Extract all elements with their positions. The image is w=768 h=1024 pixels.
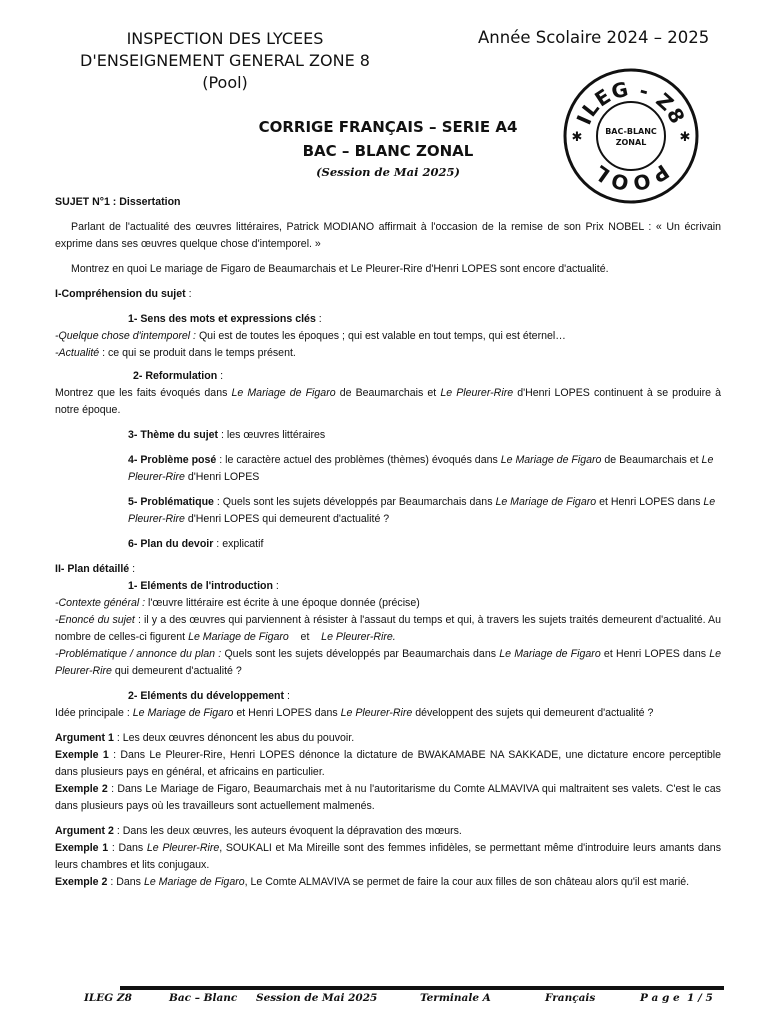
stamp-middle-2: ZONAL xyxy=(615,138,647,147)
definition-1-term: -Quelque chose d'intemporel : xyxy=(55,330,196,342)
point-4-part-c: de Beaumarchais et xyxy=(601,454,702,466)
reformulation-text xyxy=(55,385,721,419)
a2-example-2-part-a: : Dans xyxy=(107,876,144,888)
quote-paragraph: Parlant de l'actualité des œuvres littéraires, Patrick MODIANO affirmait à l'occasion de la remise de son Prix NOBEL : « Un écrivain exprime dans ses œuvres quelque chose d'intemporel. » xyxy=(55,221,721,250)
point-6-label: 6- Plan du devoir xyxy=(128,538,214,550)
title-line-3: (Session de Mai 2025) xyxy=(316,165,460,179)
problematique-part-a: Quels sont les sujets développés par Beaumarchais dans xyxy=(221,648,500,660)
argument-2-example-2 xyxy=(55,874,721,891)
problematique-title-figaro: Le Mariage de Figaro xyxy=(499,648,601,660)
point-4-label: 4- Problème posé xyxy=(128,454,217,466)
context-text: l'œuvre littéraire est écrite à une époque donnée (précise) xyxy=(145,597,420,609)
title-line-2: BAC – BLANC ZONAL xyxy=(302,142,474,160)
context-term: -Contexte général : xyxy=(55,597,146,609)
point-4-title-figaro: Le Mariage de Figaro xyxy=(500,454,602,466)
problematique-line xyxy=(55,646,721,680)
point-2-heading xyxy=(55,368,721,385)
section-2-heading xyxy=(55,561,721,578)
stamp-middle-1: BAC-BLANC xyxy=(605,127,657,136)
point-1-colon: : xyxy=(315,313,322,325)
a2-example-2-part-c: , Le Comte ALMAVIVA se permet de faire la cour aux filles de son château alors qu'il est marié. xyxy=(244,876,690,888)
development-colon: : xyxy=(284,690,290,702)
instruction-paragraph: Montrez en quoi Le mariage de Figaro de Beaumarchais et Le Pleurer-Rire d'Henri LOPES sont encore d'actualité. xyxy=(71,263,609,275)
a1-example-2-label: Exemple 2 xyxy=(55,783,108,795)
problematique-part-e: qui demeurent d'actualité ? xyxy=(111,665,242,677)
intro-elements-colon: : xyxy=(272,580,279,592)
point-6-text: : explicatif xyxy=(213,538,264,550)
section-2-colon: : xyxy=(129,563,136,575)
argument-2 xyxy=(55,823,721,840)
point-5-title-figaro: Le Mariage de Figaro xyxy=(495,496,597,508)
enonce-title-figaro: Le Mariage de Figaro xyxy=(188,631,289,643)
a2-example-1-label: Exemple 1 xyxy=(55,842,109,854)
a2-example-1-title: Le Pleurer-Rire xyxy=(146,842,220,854)
footer-page-number: P a g e 1 / 5 xyxy=(640,992,713,1004)
idea-part-c: et Henri LOPES dans xyxy=(233,707,341,719)
point-3-text: : les œuvres littéraires xyxy=(218,429,326,441)
enonce-and: et xyxy=(288,631,322,643)
inspection-line-3: (Pool) xyxy=(202,73,248,92)
a2-example-1-part-a: : Dans xyxy=(108,842,147,854)
footer-exam: Bac – Blanc xyxy=(169,992,238,1004)
section-1-colon: : xyxy=(185,288,192,300)
development-heading xyxy=(55,688,721,705)
svg-text:POOL xyxy=(588,159,673,195)
enonce-title-pleurer-rire: Le Pleurer-Rire. xyxy=(321,631,396,643)
argument-1-example-1 xyxy=(55,747,721,781)
official-stamp xyxy=(563,68,699,204)
stamp-star-left-icon: ✱ xyxy=(571,129,583,144)
stamp-bottom-text: POOL xyxy=(588,159,674,196)
section-2-title: II- Plan détaillé xyxy=(55,563,130,575)
footer-rule xyxy=(120,986,724,990)
idea-title-pleurer-rire: Le Pleurer-Rire xyxy=(340,707,413,719)
title-line-1: CORRIGE FRANÇAIS – SERIE A4 xyxy=(258,118,518,136)
argument-1-example-2 xyxy=(55,781,721,815)
argument-2-text: : Dans les deux œuvres, les auteurs évoquent la dépravation des mœurs. xyxy=(113,825,462,837)
argument-1 xyxy=(55,730,721,747)
definition-2-text: : ce qui se produit dans le temps présent. xyxy=(99,347,296,359)
intro-elements-heading xyxy=(55,578,721,595)
point-5-part-c: et Henri LOPES dans xyxy=(596,496,704,508)
enonce-term: -Enoncé du sujet xyxy=(55,614,135,626)
section-1-title: I-Compréhension du sujet xyxy=(55,288,186,300)
footer-org: ILEG Z8 xyxy=(84,992,132,1004)
point-3-label: 3- Thème du sujet xyxy=(128,429,219,441)
a1-example-1-text: : Dans Le Pleurer-Rire, Henri LOPES dénonce la dictature de BWAKAMABE NA SAKKADE, une dictature encore perceptible dans plusieurs pays en général, et africains en particulier. xyxy=(55,749,721,778)
intro-elements-label: 1- Eléments de l'introduction xyxy=(128,580,273,592)
point-4-part-a: : le caractère actuel des problèmes (thèmes) évoqués dans xyxy=(216,454,501,466)
reform-part-a: Montrez que les faits évoqués dans xyxy=(55,387,232,399)
argument-2-label: Argument 2 xyxy=(55,825,114,837)
context-line xyxy=(55,595,721,612)
point-3 xyxy=(55,427,721,444)
point-4-title-pleurer-rire: Le Pleurer-Rire xyxy=(128,454,714,483)
point-1-heading xyxy=(55,311,721,328)
point-5-title-pleurer-rire: Le Pleurer-Rire xyxy=(128,496,716,525)
reform-part-e: d'Henri LOPES continuent à se produire à notre époque. xyxy=(55,387,722,416)
a2-example-1-part-c: , SOUKALI et Ma Mireille sont des femmes infidèles, se permettant même d'introduire leurs amants dans leurs chambres et lits conjugaux. xyxy=(55,842,721,871)
enonce-line xyxy=(55,612,721,646)
point-6 xyxy=(55,536,721,553)
problematique-term: -Problématique / annonce du plan : xyxy=(55,648,222,660)
point-5-part-e: d'Henri LOPES qui demeurent d'actualité ? xyxy=(184,513,390,525)
problematique-title-pleurer-rire: Le Pleurer-Rire xyxy=(55,648,722,677)
a2-example-2-title: Le Mariage de Figaro xyxy=(143,876,245,888)
development-label: 2- Eléments du développement xyxy=(128,690,284,702)
argument-2-example-1 xyxy=(55,840,721,874)
subject-label: SUJET N°1 : Dissertation xyxy=(55,196,181,208)
definition-2-term: -Actualité xyxy=(55,347,100,359)
stamp-top-text: ILEG - Z8 xyxy=(571,76,691,129)
footer-grade: Terminale A xyxy=(420,992,491,1004)
reform-part-c: de Beaumarchais et xyxy=(335,387,441,399)
document-body xyxy=(55,194,721,891)
idea-title-figaro: Le Mariage de Figaro xyxy=(132,707,234,719)
point-2-colon: : xyxy=(217,370,224,382)
point-2-label: 2- Reformulation xyxy=(133,370,218,382)
reform-title-figaro: Le Mariage de Figaro xyxy=(231,387,336,399)
main-idea-line xyxy=(55,705,721,722)
argument-1-text: : Les deux œuvres dénoncent les abus du pouvoir. xyxy=(113,732,355,744)
a2-example-2-label: Exemple 2 xyxy=(55,876,108,888)
point-5-part-a: : Quels sont les sujets développés par Beaumarchais dans xyxy=(213,496,496,508)
point-4 xyxy=(55,452,721,486)
point-1-label: 1- Sens des mots et expressions clés xyxy=(128,313,316,325)
inspection-header xyxy=(40,28,410,94)
idea-part-a: Idée principale : xyxy=(55,707,133,719)
inspection-line-1: INSPECTION DES LYCEES xyxy=(126,29,324,48)
a1-example-2-text: : Dans Le Mariage de Figaro, Beaumarchais met à nu l'autoritarisme du Comte ALMAVIVA qui maltraitent ses valets. C'est le cas dans plusieurs pays où les travailleurs sont actuellement malmenés. xyxy=(55,783,721,812)
inspection-line-2: D'ENSEIGNEMENT GENERAL ZONE 8 xyxy=(80,51,370,70)
problematique-part-c: et Henri LOPES dans xyxy=(600,648,710,660)
reform-title-pleurer-rire: Le Pleurer-Rire xyxy=(440,387,514,399)
point-5-label: 5- Problématique xyxy=(128,496,214,508)
footer-session: Session de Mai 2025 xyxy=(256,992,378,1004)
point-5 xyxy=(55,494,721,528)
definition-1 xyxy=(55,328,721,345)
idea-part-e: développent des sujets qui demeurent d'actualité ? xyxy=(412,707,654,719)
enonce-text: : il y a des œuvres qui parviennent à résister à l'assaut du temps et qui, à travers les sujets traités demeurent d'actualité. Au nombre de celles-ci figurent xyxy=(55,614,722,643)
point-4-part-e: d'Henri LOPES xyxy=(184,471,260,483)
stamp-star-right-icon: ✱ xyxy=(679,129,691,144)
section-1-heading xyxy=(55,286,721,303)
footer-subject: Français xyxy=(545,992,596,1004)
definition-1-text: Qui est de toutes les époques ; qui est valable en tout temps, qui est éternel… xyxy=(196,330,566,342)
a1-example-1-label: Exemple 1 xyxy=(55,749,109,761)
definition-2 xyxy=(55,345,721,362)
argument-1-label: Argument 1 xyxy=(55,732,114,744)
school-year: Année Scolaire 2024 – 2025 xyxy=(478,28,710,47)
